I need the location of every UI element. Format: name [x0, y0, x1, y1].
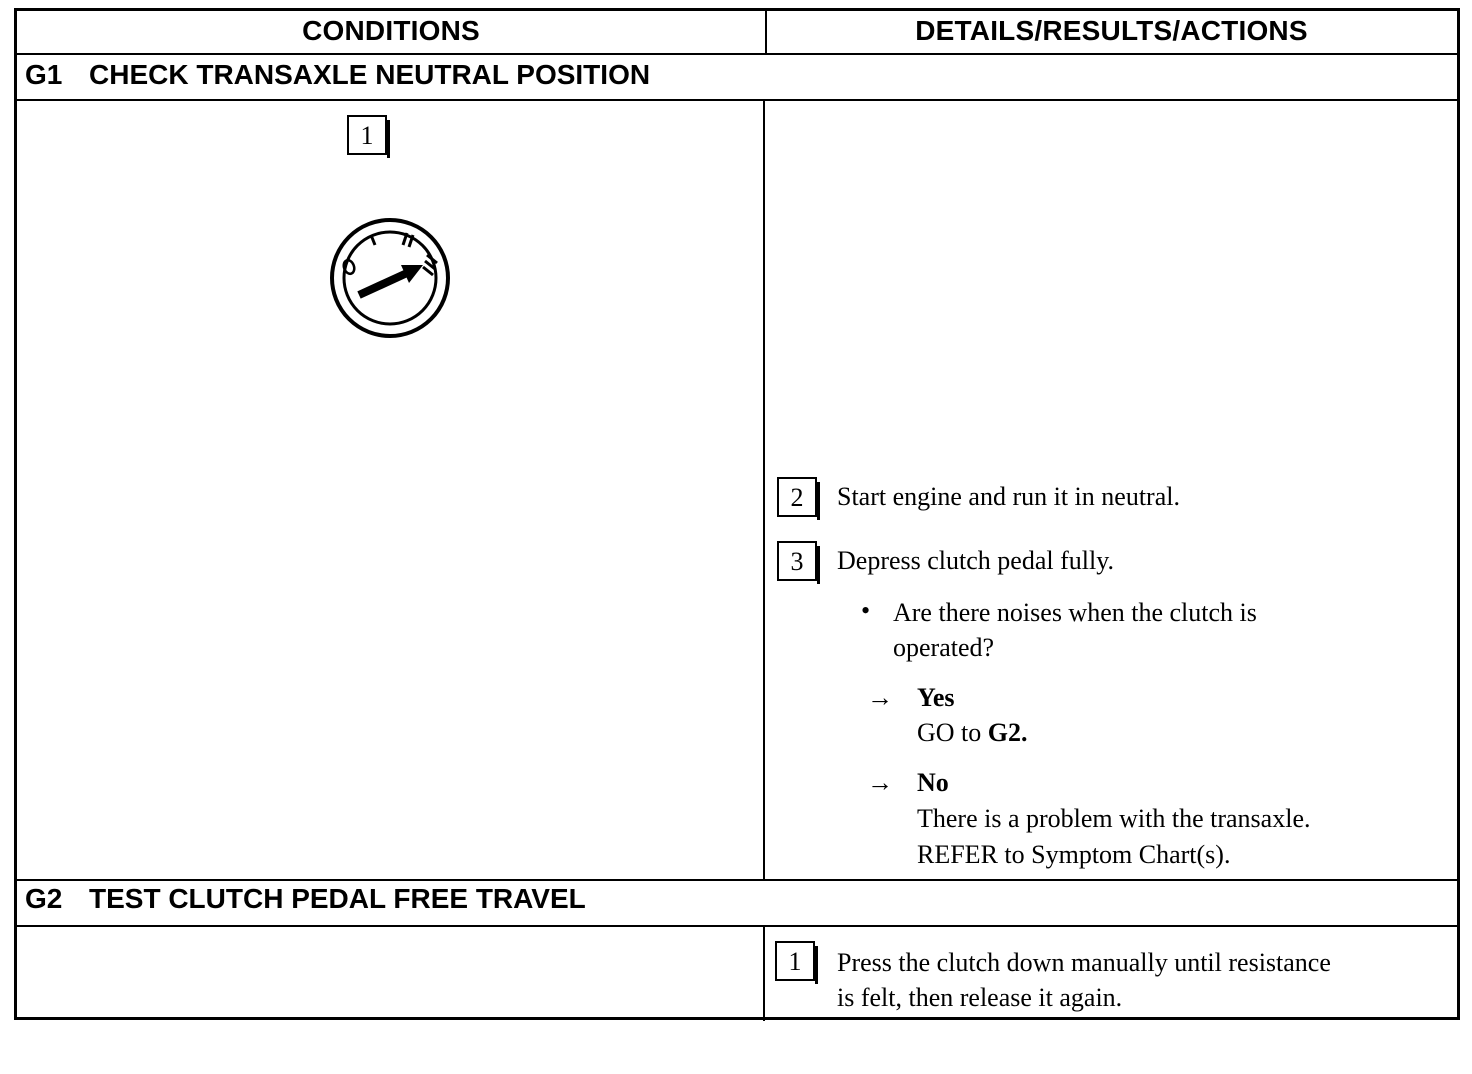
- g1-step-2-text: Start engine and run it in neutral.: [837, 482, 1180, 511]
- g1-step-3-text: Depress clutch pedal fully.: [837, 546, 1114, 575]
- g1-section-title: [25, 59, 650, 91]
- g2-title: TEST CLUTCH PEDAL FREE TRAVEL: [89, 883, 586, 914]
- g1-title-divider: [17, 99, 1457, 101]
- gear-selector-dial-icon: [327, 215, 453, 341]
- details-header: DETAILS/RESULTS/ACTIONS: [915, 15, 1308, 46]
- conditions-header: CONDITIONS: [302, 15, 480, 46]
- g1-code: G1: [25, 59, 63, 90]
- g1-no-action-line-2[interactable]: REFER to Symptom Chart(s).: [917, 840, 1231, 869]
- g1-step-3-box: 3: [777, 541, 817, 581]
- g1-yes-action-prefix: GO to: [917, 718, 988, 747]
- g1-yes-arrow: →: [867, 683, 893, 712]
- diagnostic-table: [14, 8, 1460, 1020]
- g1-question-line-1: Are there noises when the clutch is: [893, 598, 1257, 627]
- g2-step-1-line-2: is felt, then release it again.: [837, 983, 1123, 1012]
- g2-title-divider: [17, 925, 1457, 927]
- g1-no-arrow: →: [867, 768, 893, 797]
- g1-title: CHECK TRANSAXLE NEUTRAL POSITION: [89, 59, 651, 90]
- g2-column-divider: [763, 926, 765, 1021]
- g1-no-label: No: [917, 768, 949, 797]
- g1-question-line-2: operated?: [893, 633, 995, 662]
- g2-step-1-box: 1: [775, 941, 815, 981]
- g2-code: G2: [25, 883, 63, 914]
- g1-yes-action: [917, 715, 1028, 750]
- g2-link[interactable]: G2.: [987, 718, 1028, 747]
- g2-section-divider: [17, 879, 1457, 881]
- g1-question-bullet: •: [861, 596, 871, 625]
- g1-illustration-step-box: 1: [347, 115, 387, 155]
- g1-step-2-box: 2: [777, 477, 817, 517]
- header-divider: [17, 53, 1457, 55]
- g2-section-title: [25, 883, 586, 915]
- g2-step-1-line-1: Press the clutch down manually until resistance: [837, 948, 1331, 977]
- g1-yes-label: Yes: [917, 683, 955, 712]
- g1-column-divider: [763, 100, 765, 880]
- g1-no-action-line-1: There is a problem with the transaxle.: [917, 804, 1311, 833]
- header-column-divider: [765, 11, 767, 54]
